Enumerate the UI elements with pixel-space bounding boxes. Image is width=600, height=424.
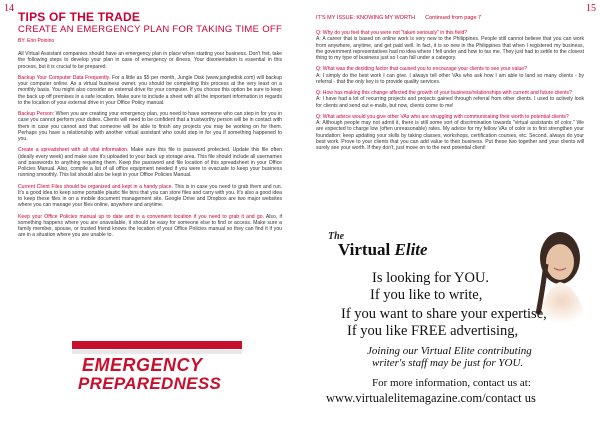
paragraph [18, 214, 282, 239]
virtual-elite-ad [326, 224, 596, 419]
red-bar [72, 341, 242, 349]
answer: A: I have had a lot of recurring projects and projects gained through referral from other clients. I used to actively look for clients and send out e-mails, but now, clients come to me! [316, 96, 584, 109]
qa-item [316, 66, 584, 85]
logo-wordmark [338, 240, 428, 260]
emergency-preparedness-graphic [72, 322, 242, 402]
answer: A: A career that is based on online work is very new to the Philippines. People still cannot believe that you can work from anywhere, anytime, and get paid well. In fact, it is so new in the Philippines that when I registered my business, the government representatives had no idea where I fell under and how to tax me. They just had to settle to the closest thing to my type of business just so I can fall under a category. [316, 36, 584, 61]
ad-line: Is looking for YOU. [372, 270, 490, 286]
answer: A: Although people may not admit it, there is still some sort of discrimination towards "virtual assistants of color." We are expected to charge low (often unreasonable) rates. My advice for my fellow VAs of color is to first strengthen your foundation: keep updating your skills by taking classes, workshops, certification courses, etc. Second, always do your best work. Prove to your clients that you can add value to their business. Put these two together and your clients will surely see your worth. If they don't, just move on to the next potential client! [316, 120, 584, 151]
paragraph-lead: Keep your Office Policies manual up to date and in a convenient location if you need to grab it and go. [18, 213, 264, 220]
paragraph-lead: Backup Person: [18, 111, 55, 117]
paragraph [18, 184, 282, 209]
paragraph-body: Make sure this file is password protected. Update this file often (ideally every week) and make sure it's uploaded to your back up storage area. This file should include all usernames and passwords to anything requiring them. Keep the password and file location of this spreadsheet in your Office Policies Manual. Also, compile a list of all office equipment needed if you were to evacuate to keep your business running smoothly. This list should also be kept in your Office Policies Manual. [18, 147, 282, 179]
ad-line: If you want to share your expertise, [341, 306, 547, 322]
right-page [300, 0, 600, 424]
paragraph [18, 111, 282, 142]
article-byline: BY: Erin Poinino [18, 38, 55, 44]
article-title: TIPS OF THE TRADE [18, 10, 141, 24]
section-header [316, 15, 481, 21]
article-body [18, 51, 282, 244]
page-number-left: 14 [4, 3, 14, 14]
paragraph [18, 147, 282, 178]
paragraph-lead: Current Client Files should be organized and kept in a handy place. [18, 183, 173, 190]
grey-band [72, 350, 242, 354]
paragraph [18, 75, 282, 106]
answer: A: I simply do the best work I can give. I always tell other VAs who ask how I am able to land so many clients - by referral - that the only key is to provide quality services. [316, 72, 584, 85]
logo-the: The [328, 231, 345, 242]
ad-url[interactable]: www.virtualelitemagazine.com/contact us [326, 391, 536, 405]
logo-elite: Elite [394, 240, 428, 259]
preparedness-word: PREPAREDNESS [78, 374, 222, 393]
paragraph-body: All Virtual Assistant companies should have an emergency plan in place when starting your business. Don't fret, take the following steps to develop your plan in case of emergency or illness. Your disorientation is essential in this process, but it is crucial to be prepared. [18, 51, 282, 70]
question: Q: What advice would you give other VAs who are struggling with communicating their worth to potential clients? [316, 113, 569, 120]
question: Q: What was the deciding factor that caused you to encourage your clients to see your value? [316, 66, 527, 73]
continued-note: Continued from page 7 [425, 15, 482, 21]
qa-item [316, 30, 584, 61]
qa-body [316, 30, 584, 156]
ad-line: If you like FREE advertising, [347, 323, 519, 339]
qa-item [316, 90, 584, 109]
logo-virtual: Virtual [338, 240, 391, 259]
article-subtitle: CREATE AN EMERGENCY PLAN FOR TAKING TIME OFF [18, 24, 283, 35]
paragraph [18, 51, 282, 70]
qa-item [316, 114, 584, 152]
ad-contact: For more information, contact us at: [372, 377, 531, 389]
emergency-word: EMERGENCY [82, 355, 203, 375]
paragraph-body: For a little as $5 per month, Jungle Disk (www.jungledisk.com) will backup your computer online. As a virtual business owner, you should be completing this process at the very least on a monthly basis. You might also consider an external drive for your computer. If you choose this option be sure to keep the back up off premises in a safe location. Make sure to include a sheet with all the important information in regards to the location of your external drive in your Office Policy manual. [18, 74, 282, 106]
ad-line: If you like to write, [370, 287, 483, 303]
paragraph-body: Also, if something happens where you are unavailable, it should be easy for someone else to find or access. Make sure a family member, spouse, or trusted friend knows the location of your Office Policies manual so they can find it if you are in a situation where you are unable to. [18, 213, 282, 239]
question: Q: How has making this change affected the growth of your business/relationships with current and future clients? [316, 90, 572, 96]
paragraph-body: This is in case you need to grab them and run. It's a good idea to keep some portable plastic file bins that you can store files and carry with you. It's also a good idea to keep these files in on a mobile document management site. Google Drive and Dropbox are two major websites where you can manage your files online, anywhere and anytime. [18, 183, 282, 209]
section-title: IT'S MY ISSUE: KNOWING MY WORTH [316, 15, 416, 21]
question: Q: Why do you feel that you were not "taken seriously" in this field? [316, 30, 468, 36]
paragraph-lead: Create a spreadsheet with all vital information. [18, 147, 129, 154]
paragraph-body: When you are creating your emergency plan, you need to have someone who can step in for you in case you cannot perform your duties. Clients will need to be confident that a trustworthy person will be in contact with them in case you cannot and that someone will be able to finish any projects you may be working on for them. Perhaps you have a relationship with another virtual assistant who could step in for you if something happened to you. [18, 111, 282, 142]
page-number-right: 15 [586, 3, 596, 14]
ad-italic-line: writer's staff may be just for YOU. [372, 357, 524, 369]
ad-italic-line: Joining our Virtual Elite contributing [367, 345, 532, 357]
paragraph-lead: Backup Your Computer Data Frequently. [18, 74, 111, 81]
